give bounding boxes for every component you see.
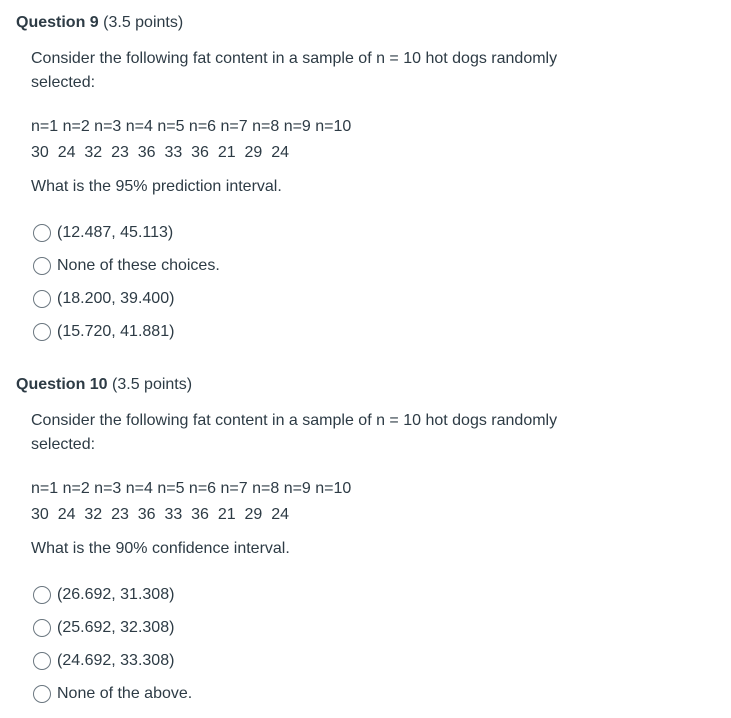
question-title <box>16 12 183 34</box>
answer-option[interactable] <box>33 319 174 345</box>
question-points: (3.5 points) <box>103 14 184 31</box>
answer-option-label: None of the above. <box>57 685 193 702</box>
answer-option-label: (18.200, 39.400) <box>57 290 175 307</box>
question-ask: What is the 95% prediction interval. <box>31 178 282 195</box>
sample-index-row: n=1 n=2 n=3 n=4 n=5 n=6 n=7 n=8 n=9 n=10 <box>31 118 352 135</box>
answer-option-label: (15.720, 41.881) <box>57 323 175 340</box>
answer-option[interactable] <box>33 648 174 674</box>
answer-option[interactable] <box>33 615 174 641</box>
answer-option-label: (25.692, 32.308) <box>57 619 175 636</box>
answer-option-label: (26.692, 31.308) <box>57 586 175 603</box>
answer-option[interactable] <box>33 220 173 246</box>
answer-option[interactable] <box>33 286 174 312</box>
answer-option-label: (12.487, 45.113) <box>57 224 174 241</box>
answer-option[interactable] <box>33 681 192 707</box>
radio-button[interactable] <box>33 224 51 242</box>
radio-button[interactable] <box>33 685 51 703</box>
radio-button[interactable] <box>33 619 51 637</box>
question-number: Question 10 <box>16 376 108 393</box>
radio-button[interactable] <box>33 323 51 341</box>
answer-option[interactable] <box>33 253 220 279</box>
question-ask: What is the 90% confidence interval. <box>31 540 290 557</box>
radio-button[interactable] <box>33 290 51 308</box>
sample-values-row: 30 24 32 23 36 33 36 21 29 24 <box>31 506 289 523</box>
answer-option-label: (24.692, 33.308) <box>57 652 175 669</box>
question-prompt: Consider the following fat content in a sample of n = 10 hot dogs randomly selected: <box>31 50 558 91</box>
question-number: Question 9 <box>16 14 99 31</box>
answer-option[interactable] <box>33 582 174 608</box>
radio-button[interactable] <box>33 586 51 604</box>
question-title <box>16 374 192 396</box>
sample-index-row: n=1 n=2 n=3 n=4 n=5 n=6 n=7 n=8 n=9 n=10 <box>31 480 352 497</box>
sample-values-row: 30 24 32 23 36 33 36 21 29 24 <box>31 144 289 161</box>
radio-button[interactable] <box>33 652 51 670</box>
answer-option-label: None of these choices. <box>57 257 220 274</box>
radio-button[interactable] <box>33 257 51 275</box>
question-points: (3.5 points) <box>112 376 193 393</box>
question-prompt: Consider the following fat content in a sample of n = 10 hot dogs randomly selected: <box>31 412 558 453</box>
